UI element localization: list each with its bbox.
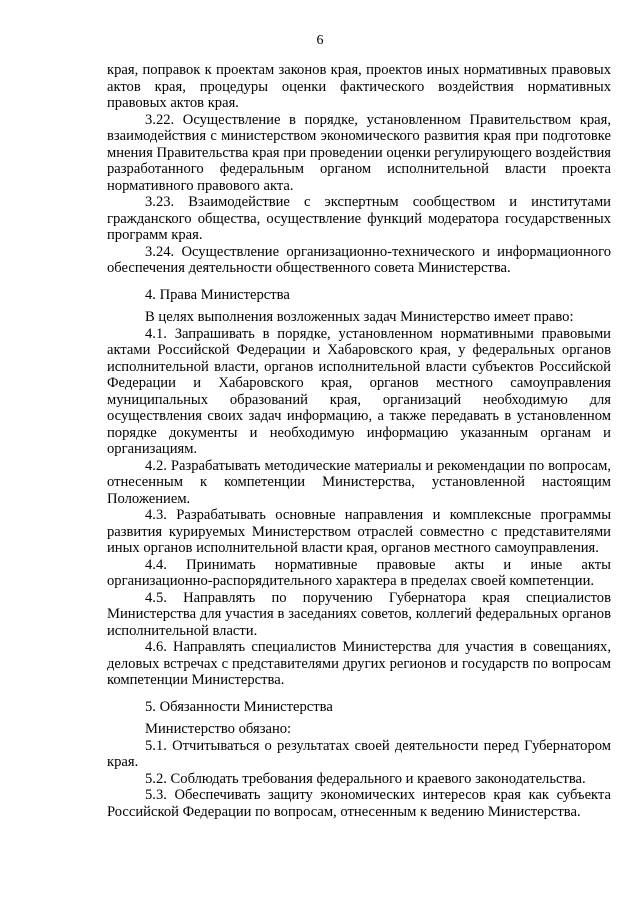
paragraph-3-24: 3.24. Осуществление организационно-технического и информационного обеспечения деятельности общественного совета Министерства. [107, 243, 611, 276]
paragraph-4-2: 4.2. Разрабатывать методические материалы и рекомендации по вопросам, отнесенным к компетенции Министерства, установленной настоящим Положением. [107, 457, 611, 507]
section-heading-duties: 5. Обязанности Министерства [145, 698, 333, 715]
section-heading-rights: 4. Права Министерства [145, 286, 290, 303]
page-number: 6 [316, 33, 324, 48]
paragraph-continuation: края, поправок к проектам законов края, проектов иных нормативных правовых актов края, процедуры оценки фактического воздействия нормативных правовых актов края. [107, 62, 611, 111]
paragraph-4-6: 4.6. Направлять специалистов Министерства для участия в совещаниях, деловых встречах с представителями других регионов и государств по вопросам компетенции Министерства. [107, 639, 611, 688]
paragraph-4-3: 4.3. Разрабатывать основные направления и комплексные программы развития курируемых Министерством отраслей совместно с представителями иных органов исполнительной власти края, органов местного самоуправления. [107, 507, 611, 556]
paragraph-duties-intro: Министерство обязано: [145, 721, 292, 737]
paragraph-5-2: 5.2. Соблюдать требования федерального и краевого законодательства. [145, 770, 586, 787]
paragraph-5-3: 5.3. Обеспечивать защиту экономических интересов края как субъекта Российской Федерации по вопросам, отнесенным к ведению Министерства. [107, 787, 611, 820]
paragraph-4-4: 4.4. Принимать нормативные правовые акты и иные акты организационно-распорядительного характера в пределах своей компетенции. [107, 556, 611, 589]
paragraph-4-1: 4.1. Запрашивать в порядке, установленном нормативными правовыми актами Российской Федерации и Хабаровского края, у федеральных органов исполнительной власти, органов исполнительной власти субъектов Российской Федерации и Хабаровского края, органов местного самоуправления муниципальных образований края, организаций необходимую для осуществления своих задач информацию, а также передавать в установленном порядке документы и необходимую информацию указанным органам и организациям. [107, 325, 611, 457]
paragraph-4-5: 4.5. Направлять по поручению Губернатора края специалистов Министерства для участия в заседаниях советов, коллегий федеральных органов исполнительной власти. [107, 589, 611, 639]
paragraph-5-1: 5.1. Отчитываться о результатах своей деятельности перед Губернатором края. [107, 737, 611, 770]
document-body [107, 62, 611, 820]
paragraph-rights-intro: В целях выполнения возложенных задач Министерство имеет право: [145, 309, 574, 325]
paragraph-3-23: 3.23. Взаимодействие с экспертным сообществом и институтами гражданского общества, осуществление функций модератора государственных программ края. [107, 194, 611, 243]
paragraph-3-22: 3.22. Осуществление в порядке, установленном Правительством края, взаимодействия с министерством экономического развития края при подготовке мнения Правительства края при проведении оценки регулирующего воздействия разработанного федеральным органом исполнительной власти проекта нормативного правового акта. [107, 111, 611, 194]
